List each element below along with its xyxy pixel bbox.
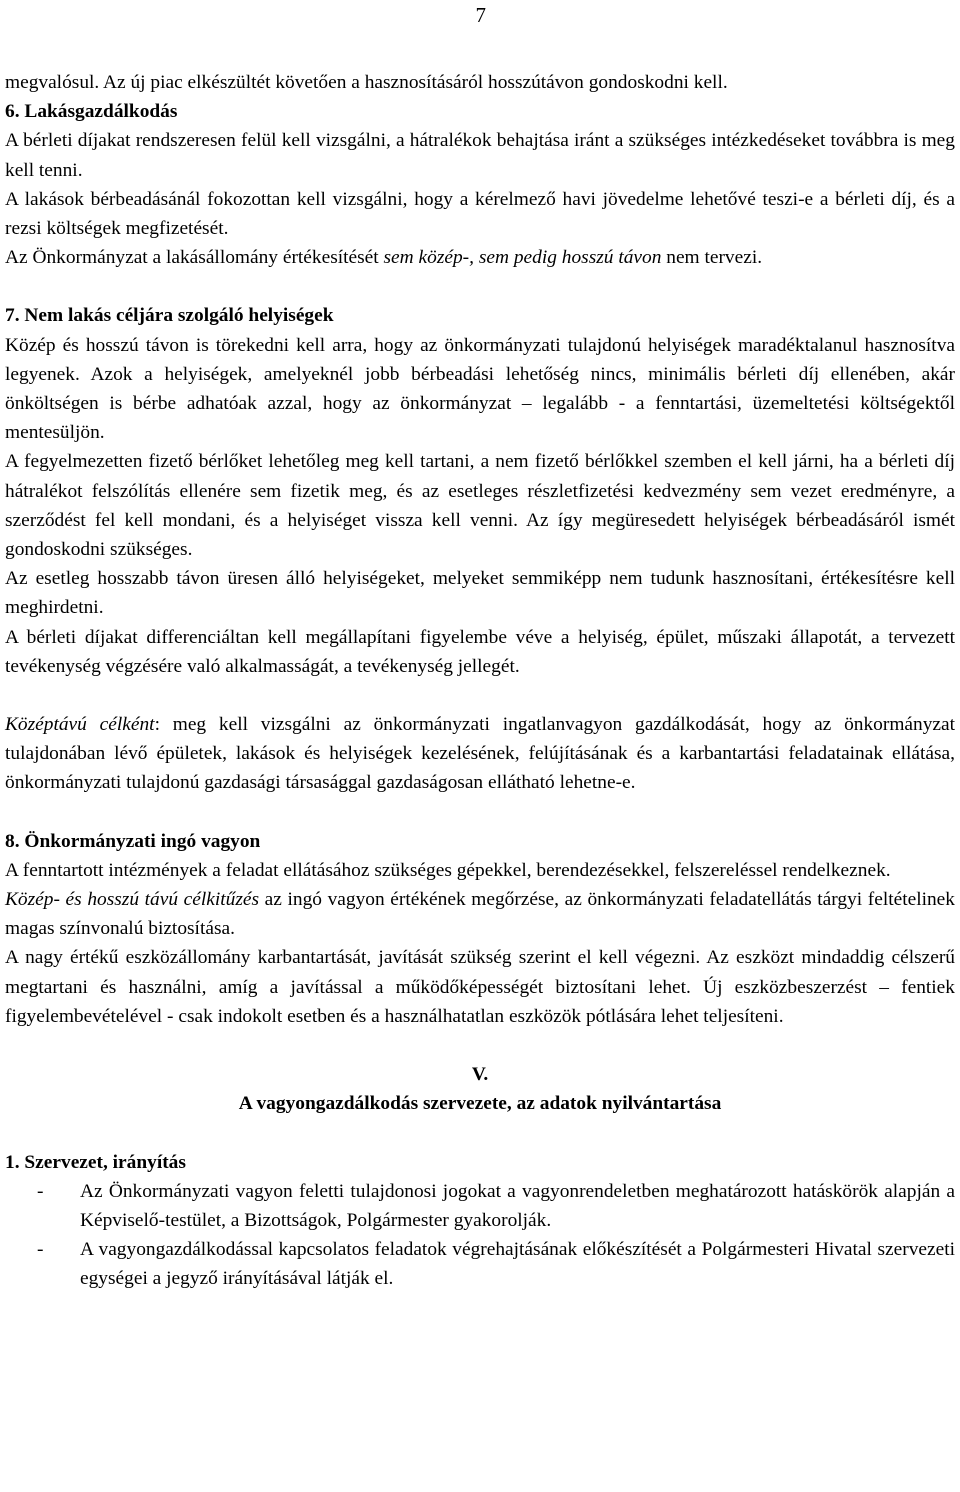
page-content [5,68,955,1294]
paragraph: Közép és hosszú távon is törekedni kell arra, hogy az önkormányzati tulajdonú helyiségek maradéktalanul hasznosítva legyenek. Azok a helyiségek, amelyeknél jobb bérbeadási lehetőség nincs, minimális bérleti díj ellenében, akár önköltségen is bérbe adhatóak azzal, hogy az önkormányzat – legalább - a fenntartási, üzemeltetési költségektől mentesüljön. [5,334,955,444]
text-run: : meg kell vizsgálni az önkormányzati ingatlanvagyon gazdálkodását, hogy az önkormányzat tulajdonában lévő épületek, lakások és helyiségek kezelésének, felújításának és a karbantartási feladatainak ellátása, önkormányzati tulajdonú gazdasági társasággal gazdaságosan ellátható lehetne-e. [5,714,955,794]
chapter-header [5,1060,955,1118]
paragraph [5,885,955,943]
list-item-text: A vagyongazdálkodással kapcsolatos feladatok végrehajtásának előkészítését a Polgármesteri Hivatal szervezeti egységei a jegyző irányításával látják el. [80,1239,955,1290]
italic-run: sem közép-, sem pedig hosszú távon [383,247,662,269]
paragraph [5,243,955,272]
section-heading-lakasgazdalkodas: 6. Lakásgazdálkodás [5,101,178,123]
spacer [5,1119,955,1148]
italic-run: Közép- és hosszú távú célkitűzés [5,889,260,911]
paragraph [5,710,955,798]
chapter-number: V. [471,1064,489,1086]
section-heading-nem-lakas: 7. Nem lakás céljára szolgáló helyiségek [5,305,334,327]
list-item [5,1235,955,1293]
paragraph: A fegyelmezetten fizető bérlőket lehetőleg meg kell tartani, a nem fizető bérlőkkel szemben el kell járni, ha a bérleti díj hátralékot felszólítás ellenére sem fizetik meg, és az esetleges részletfizetési kedvezmény sem vezet eredményre, a szerződést fel kell mondani, és a helyiséget vissza kell venni. Az így megüresedett helyiségek bérbeadásáról ismét gondoskodni szükséges. [5,451,955,561]
paragraph: A bérleti díjakat rendszeresen felül kell vizsgálni, a hátralékok behajtása iránt a szükséges intézkedéseket továbbra is meg kell tenni. [5,130,955,181]
section-heading-ingo-vagyon: 8. Önkormányzati ingó vagyon [5,830,261,852]
spacer [5,798,955,827]
paragraph: A bérleti díjakat differenciáltan kell megállapítani figyelembe véve a helyiség, épület, műszaki állapotát, a tervezett tevékenység végzésére való alkalmasságát, a tevékenység jellegét. [5,626,955,677]
text-run: az ingó vagyon értékének megőrzése, az önkormányzati feladatellátás tárgyi feltételinek magas színvonalú biztosítása. [5,889,955,940]
paragraph: Az esetleg hosszabb távon üresen álló helyiségeket, melyeket semmiképp nem tudunk hasznosítani, értékesítésre kell meghirdetni. [5,568,955,619]
text-run: nem tervezi. [661,247,763,269]
text-run: Az Önkormányzat a lakásállomány értékesítését [5,247,384,269]
list-dash: - [37,1180,44,1202]
paragraph: A fenntartott intézmények a feladat ellátásához szükséges gépekkel, berendezésekkel, felszereléssel rendelkeznek. [5,859,891,881]
section-heading-szervezet: 1. Szervezet, irányítás [5,1151,186,1173]
paragraph: A nagy értékű eszközállomány karbantartását, javítását szükség szerint el kell végezni. Az eszközt mindaddig célszerű megtartani és használni, amíg a javítással a működőképességét biztosítani lehet. Új eszközbeszerzést – fentiek figyelembevételével - csak indokolt esetben és a használhatatlan eszközök pótlására lehet teljesíteni. [5,947,955,1027]
italic-run: Középtávú célként [5,714,155,736]
spacer [5,1031,955,1060]
paragraph-continued: megvalósul. Az új piac elkészültét követően a hasznosításáról hosszútávon gondoskodni kell. [5,72,728,93]
chapter-title: A vagyongazdálkodás szervezete, az adatok nyilvántartása [238,1093,722,1115]
list-dash: - [37,1239,44,1261]
paragraph: A lakások bérbeadásánál fokozottan kell vizsgálni, hogy a kérelmező havi jövedelme lehetővé teszi-e a bérleti díj, és a rezsi költségek megfizetését. [5,188,955,240]
list-item-text: Az Önkormányzati vagyon feletti tulajdonosi jogokat a vagyonrendeletben meghatározott hatáskörök alapján a Képviselő-testület, a Bizottságok, Polgármester gyakorolják. [80,1180,955,1231]
spacer [5,272,955,301]
spacer [5,681,955,710]
list-item [5,1177,955,1235]
page-number: 7 [475,3,486,27]
